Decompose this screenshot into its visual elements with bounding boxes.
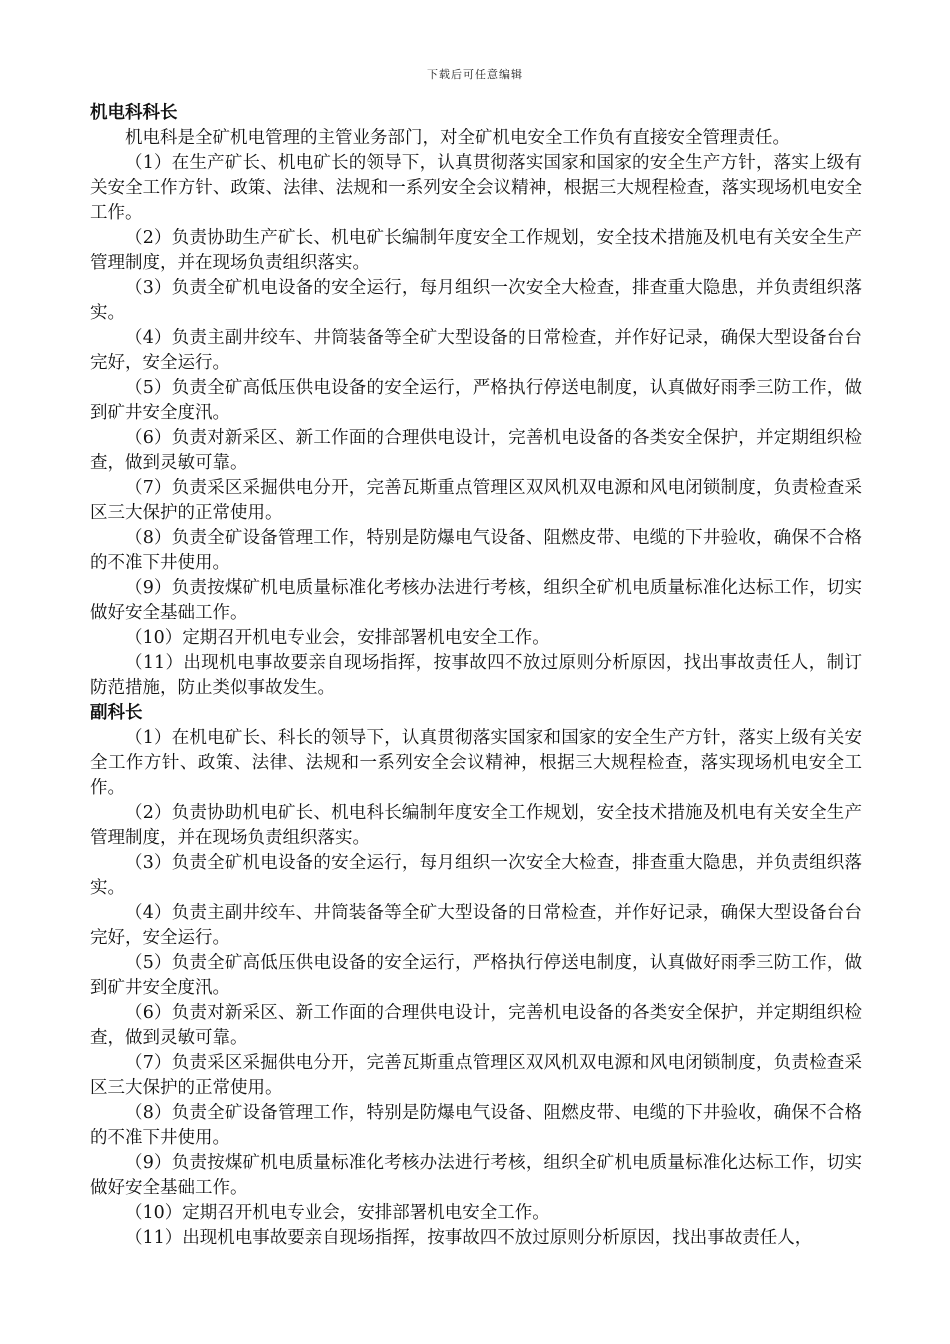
duty-item: （10）定期召开机电专业会，安排部署机电安全工作。 <box>125 628 550 648</box>
duty-item: （5）负责全矿高低压供电设备的安全运行，严格执行停送电制度，认真做好雨季三防工作，做到矿井安全度汛。 <box>90 378 862 423</box>
header-note: 下载后可任意编辑 <box>427 68 523 81</box>
duty-item: （6）负责对新采区、新工作面的合理供电设计，完善机电设备的各类安全保护，并定期组织检查，做到灵敏可靠。 <box>90 1003 862 1048</box>
duty-item: （2）负责协助机电矿长、机电科长编制年度安全工作规划，安全技术措施及机电有关安全生产管理制度，并在现场负责组织落实。 <box>90 803 862 848</box>
section-title-chief: 机电科科长 <box>90 103 178 123</box>
duty-item: （7）负责采区采掘供电分开，完善瓦斯重点管理区双风机双电源和风电闭锁制度，负责检查采区三大保护的正常使用。 <box>90 478 862 523</box>
duty-item: （8）负责全矿设备管理工作，特别是防爆电气设备、阻燃皮带、电缆的下井验收，确保不合格的不准下井使用。 <box>90 1103 862 1148</box>
duty-item: （10）定期召开机电专业会，安排部署机电安全工作。 <box>125 1203 550 1223</box>
duty-item: （3）负责全矿机电设备的安全运行，每月组织一次安全大检查，排查重大隐患，并负责组织落实。 <box>90 853 862 898</box>
duty-item: （2）负责协助生产矿长、机电矿长编制年度安全工作规划，安全技术措施及机电有关安全生产管理制度，并在现场负责组织落实。 <box>90 228 862 273</box>
section-intro: 机电科是全矿机电管理的主管业务部门，对全矿机电安全工作负有直接安全管理责任。 <box>125 128 790 148</box>
section-title-deputy: 副科长 <box>90 703 143 723</box>
duty-item: （3）负责全矿机电设备的安全运行，每月组织一次安全大检查，排查重大隐患，并负责组织落实。 <box>90 278 862 323</box>
duty-item: （6）负责对新采区、新工作面的合理供电设计，完善机电设备的各类安全保护，并定期组织检查，做到灵敏可靠。 <box>90 428 862 473</box>
duty-item: （7）负责采区采掘供电分开，完善瓦斯重点管理区双风机双电源和风电闭锁制度，负责检查采区三大保护的正常使用。 <box>90 1053 862 1098</box>
duty-item: （1）在机电矿长、科长的领导下，认真贯彻落实国家和国家的安全生产方针，落实上级有关安全工作方针、政策、法律、法规和一系列安全会议精神，根据三大规程检查，落实现场机电安全工作。 <box>90 728 862 798</box>
duty-item: （4）负责主副井绞车、井筒装备等全矿大型设备的日常检查，并作好记录，确保大型设备台台完好，安全运行。 <box>90 328 862 373</box>
document-body <box>90 101 862 1251</box>
duty-item: （11）出现机电事故要亲自现场指挥，按事故四不放过原则分析原因，找出事故责任人，制订防范措施，防止类似事故发生。 <box>90 653 862 698</box>
duty-item: （4）负责主副井绞车、井筒装备等全矿大型设备的日常检查，并作好记录，确保大型设备台台完好，安全运行。 <box>90 903 862 948</box>
duty-item: （11）出现机电事故要亲自现场指挥，按事故四不放过原则分析原因，找出事故责任人， <box>125 1228 813 1248</box>
duty-item: （9）负责按煤矿机电质量标准化考核办法进行考核，组织全矿机电质量标准化达标工作，切实做好安全基础工作。 <box>90 1153 862 1198</box>
duty-item: （9）负责按煤矿机电质量标准化考核办法进行考核，组织全矿机电质量标准化达标工作，切实做好安全基础工作。 <box>90 578 862 623</box>
duty-item: （8）负责全矿设备管理工作，特别是防爆电气设备、阻燃皮带、电缆的下井验收，确保不合格的不准下井使用。 <box>90 528 862 573</box>
duty-item: （5）负责全矿高低压供电设备的安全运行，严格执行停送电制度，认真做好雨季三防工作，做到矿井安全度汛。 <box>90 953 862 998</box>
duty-item: （1）在生产矿长、机电矿长的领导下，认真贯彻落实国家和国家的安全生产方针，落实上级有关安全工作方针、政策、法律、法规和一系列安全会议精神，根据三大规程检查，落实现场机电安全工作。 <box>90 153 862 223</box>
